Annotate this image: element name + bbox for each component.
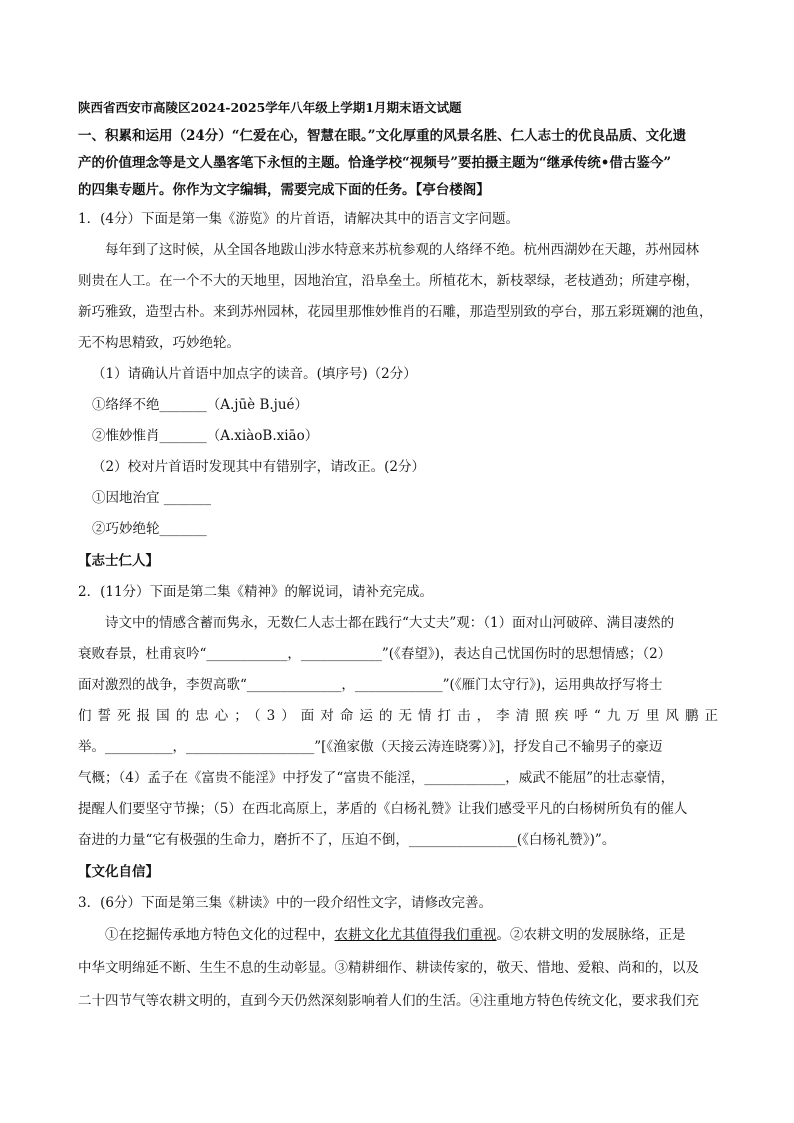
q3-underlined-phrase: 农耕文化尤其值得我们重视 xyxy=(334,927,497,943)
q2-line: 举。__________，___________________”[《渔家傲（天接云涛连晓雾）》]，抒发自己不输男子的豪迈 xyxy=(78,739,663,755)
passage-line: 每年到了这时候，从全国各地跋山涉水特意来苏杭参观的人络绎不绝。杭州西湖妙在天趣，苏州园林 xyxy=(105,242,699,258)
q1-sub2-item-b: ②巧妙绝轮_______ xyxy=(92,521,207,537)
q2-line: 衰败春景，杜甫哀吟“____________，____________”(《春望》)，表达自己忧国伤时的思想情感；（2） xyxy=(78,646,672,662)
question-stem: 2．(11分）下面是第二集《精神》的解说词，请补充完成。 xyxy=(78,584,434,600)
exam-title: 陕西省西安市高陵区2024-2025学年八年级上学期1月期末语文试题 xyxy=(78,100,462,115)
q1-sub1-item-a: ①络绎不绝_______（A.jūè B.jué） xyxy=(92,397,309,413)
q3-line: 中华文明绵延不断、生生不息的生动彰显。③精耕细作、耕读传家的，敬天、惜地、爱粮、尚和的，以及 xyxy=(78,960,699,976)
section-heading: 【文化自信】 xyxy=(78,864,159,880)
q2-line: 们誓死报国的忠心；（3）面对命运的无情打击，李清照疾呼“九万里风鹏正 xyxy=(78,708,718,724)
passage-line: 无不构思精致，巧妙绝轮。 xyxy=(78,335,240,351)
question-stem: 1．(4分）下面是第一集《游览》的片首语，请解决其中的语言文字问题。 xyxy=(78,211,519,227)
q2-line: 气概；（4）孟子在《富贵不能淫》中抒发了“富贵不能淫，____________，威武不能屈”的壮志豪情， xyxy=(78,770,675,786)
question-stem: 3．(6分）下面是第三集《耕读》中的一段介绍性文字，请修改完善。 xyxy=(78,895,492,911)
q3-line: 二十四节气等农耕文明的，直到今天仍然深刻影响着人们的生活。④注重地方特色传统文化，要求我们充 xyxy=(78,993,699,1009)
q3-text: ①在挖掘传承地方特色文化的过程中， xyxy=(105,927,335,943)
question-2 xyxy=(78,577,718,856)
intro-line: 的四集专题片。你作为文字编辑，需要完成下面的任务。【亭台楼阁】 xyxy=(78,182,490,198)
q2-line: 诗文中的情感含蓄而隽永，无数仁人志士都在践行“大丈夫”观：（1）面对山河破碎、满目凄然的 xyxy=(105,615,675,631)
q2-line: 提醒人们要坚守节操；（5）在西北高原上，茅盾的《白杨礼赞》让我们感受平凡的白杨树所负有的催人 xyxy=(78,801,688,817)
intro-line: 一、积累和运用（24分）“仁爱在心，智慧在眼。”文化厚重的风景名胜、仁人志士的优良品质、文化遗 xyxy=(78,128,687,144)
document-content xyxy=(78,100,718,1018)
section-heading: 【志士仁人】 xyxy=(78,553,159,569)
passage-line: 则贵在人工。在一个不大的天地里，因地治宜，沿阜垒土。所植花木，新枝翠绿，老枝遒劲；所建亭榭， xyxy=(78,273,699,289)
q1-subquestion-1: （1）请确认片首语中加点字的读音。(填序号)（2分） xyxy=(92,366,417,382)
section-intro xyxy=(78,123,718,204)
q3-line xyxy=(78,919,718,952)
q1-sub1-item-b: ②惟妙惟肖_______（A.xiàoB.xiāo） xyxy=(92,428,319,444)
q1-sub2-item-a: ①因地治宜 _______ xyxy=(92,490,212,506)
q1-subquestion-2: （2）校对片首语时发现其中有错别字，请改正。(2分） xyxy=(92,459,425,475)
question-1 xyxy=(78,204,718,545)
q2-line: 面对激烈的战争，李贺高歌“______________，_____________”(《雁门太守行》)，运用典故抒写将士 xyxy=(78,677,663,693)
q1-passage xyxy=(78,235,718,359)
intro-line: 产的价值理念等是文人墨客笔下永恒的主题。恰逢学校“视频号”要拍摄主题为“继承传统•借古鉴今” xyxy=(78,155,672,171)
passage-line: 新巧雅致，造型古朴。来到苏州园林，花园里那惟妙惟肖的石雕，那造型别致的亭台，那五彩斑斓的池鱼， xyxy=(78,304,713,320)
question-3 xyxy=(78,888,718,1018)
q2-line: 奋进的力量“它有极强的生命力，磨折不了，压迫不倒，________________(《白杨礼赞》)”。 xyxy=(78,832,616,848)
q3-text: 。②农耕文明的发展脉络，正是 xyxy=(496,927,686,943)
